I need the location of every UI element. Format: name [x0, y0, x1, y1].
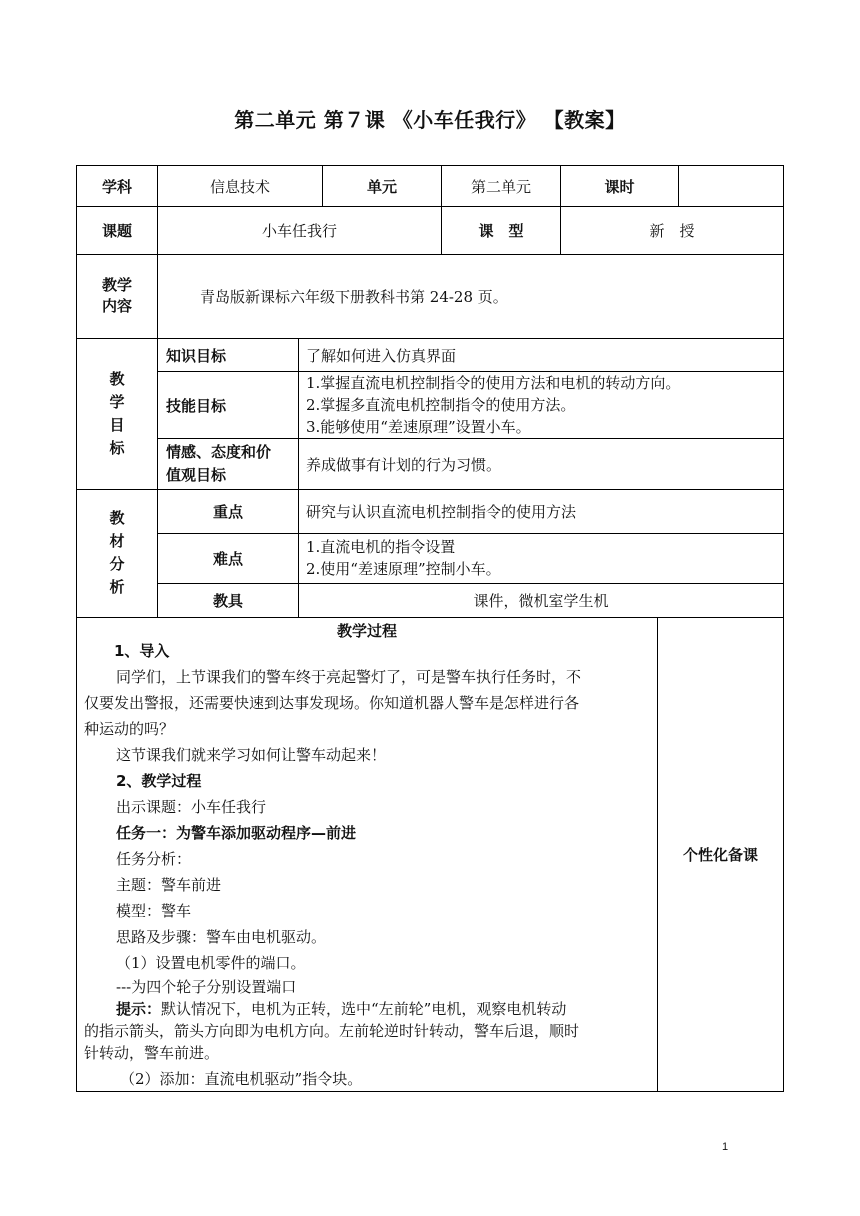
subject-value: 信息技术: [209, 177, 270, 196]
process-line: 任务分析：: [116, 850, 192, 868]
process-line: （2）添加：直流电机驱动”指令块。: [120, 1070, 363, 1088]
analysis-label: 教 材 分 析: [109, 509, 125, 596]
process-line: 2、教学过程: [116, 772, 202, 790]
period-label: 课时: [604, 177, 635, 196]
subject-label: 学科: [101, 177, 132, 196]
table-border: [298, 338, 299, 618]
process-line: 仅要发出警报，还需要快速到达事发现场。你知道机器人警车是怎样进行各: [84, 694, 580, 712]
process-line: 1、导入: [114, 642, 170, 660]
key-point-label: 重点: [212, 503, 243, 521]
content-label: 教学 内容: [101, 276, 132, 315]
emotion-goal-label: 情感、态度和价 值观目标: [166, 443, 272, 484]
knowledge-goal-value: 了解如何进入仿真界面: [306, 346, 457, 365]
skill-goal-label: 技能目标: [166, 396, 227, 415]
knowledge-goal-label: 知识目标: [166, 346, 227, 365]
topic-value: 小车任我行: [261, 222, 337, 240]
skill-goal-list: [306, 372, 680, 438]
goals-label: 教 学 目 标: [109, 370, 125, 457]
table-border: [157, 254, 158, 339]
lesson-type-label: 课 型: [478, 222, 524, 240]
process-line: 针转动，警车前进。: [84, 1044, 220, 1062]
difficulty-label: 难点: [212, 550, 243, 568]
process-line: 这节课我们就来学习如何让警车动起来！: [116, 746, 387, 764]
skill-goal-item: 2.掌握多直流电机控制指令的使用方法。: [306, 396, 576, 414]
difficulty-item: 1.直流电机的指令设置: [306, 538, 456, 556]
process-line: 任务一：为警车添加驱动程序—前进: [116, 824, 357, 842]
content-value: 青岛版新课标六年级下册教科书第 24-28 页。: [200, 288, 508, 306]
skill-goal-item: 3.能够使用“差速原理”设置小车。: [306, 418, 531, 436]
process-line: 出示课题：小车任我行: [116, 798, 267, 816]
tools-value: 课件，微机室学生机: [473, 592, 609, 610]
tools-label: 教具: [212, 592, 243, 610]
process-line: ---为四个轮子分别设置端口: [116, 978, 297, 996]
skill-goal-item: 1.掌握直流电机控制指令的使用方法和电机的转动方向。: [306, 374, 681, 392]
page-number: 1: [722, 1141, 729, 1153]
difficulty-list: [306, 536, 501, 580]
process-heading: 教学过程: [336, 621, 397, 640]
unit-value: 第二单元: [470, 177, 531, 196]
difficulty-item: 2.使用“差速原理”控制小车。: [306, 560, 501, 578]
process-line: 的指示箭头，箭头方向即为电机方向。左前轮逆时针转动，警车后退，顺时: [84, 1022, 580, 1040]
process-line: 种运动的吗？: [84, 720, 175, 738]
process-line: 提示：默认情况下，电机为正转，选中“左前轮”电机，观察电机转动: [116, 1000, 567, 1018]
key-point-value: 研究与认识直流电机控制指令的使用方法: [306, 503, 577, 521]
topic-label: 课题: [101, 222, 132, 240]
period-value: [679, 166, 783, 206]
process-line: 思路及步骤：警车由电机驱动。: [116, 928, 327, 946]
process-line: （1）设置电机零件的端口。: [116, 954, 306, 972]
table-border: [783, 165, 784, 1092]
emotion-goal-value: 养成做事有计划的行为习惯。: [306, 455, 502, 474]
process-line: 同学们，上节课我们的警车终于亮起警灯了，可是警车执行任务时，不: [116, 668, 582, 686]
process-line: 主题：警车前进: [116, 876, 222, 894]
table-border: [76, 1091, 784, 1092]
document-title: 第二单元 第７课 《小车任我行》 【教案】: [234, 108, 626, 132]
personalized-prep-label: 个性化备课: [682, 846, 758, 864]
unit-label: 单元: [366, 177, 397, 196]
process-line: 模型：警车: [116, 902, 192, 920]
lesson-type-value: 新 授: [649, 222, 695, 240]
